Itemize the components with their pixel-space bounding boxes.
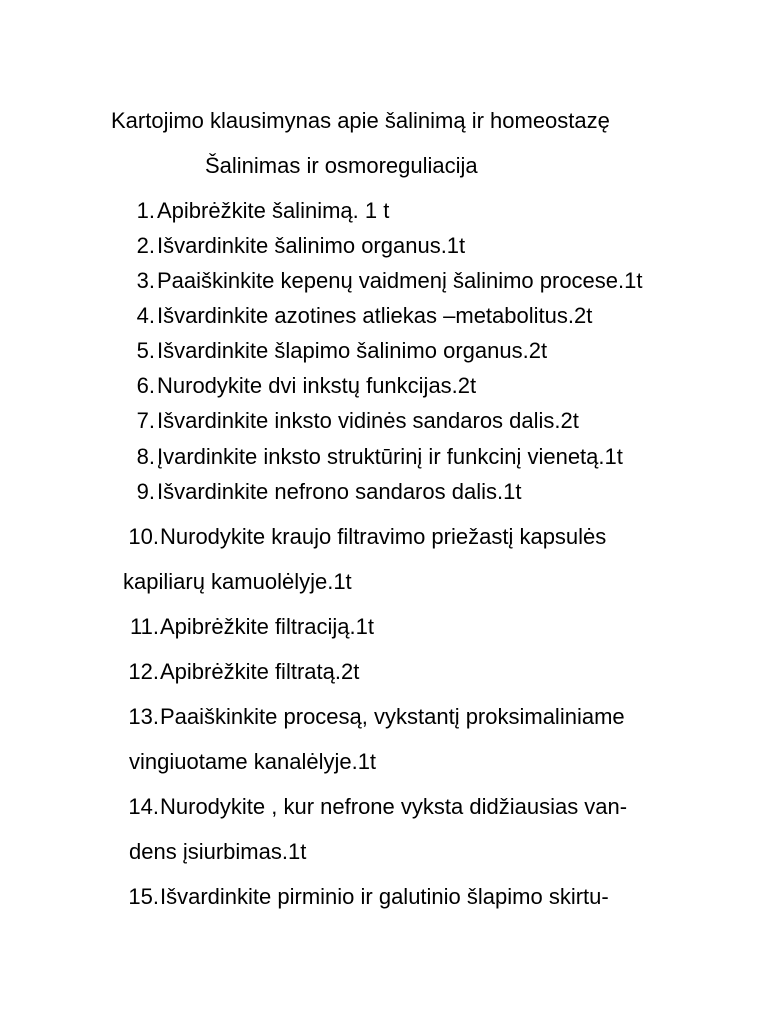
question-text: Išvardinkite šalinimo organus.1t bbox=[157, 233, 466, 258]
question-text: Paaiškinkite kepenų vaidmenį šalinimo procese.1t bbox=[157, 268, 643, 293]
question-text: Apibrėžkite šalinimą. 1 t bbox=[157, 198, 390, 223]
question-number: 2. bbox=[136, 233, 155, 258]
question-number: 5. bbox=[136, 338, 155, 363]
question-text: Nurodykite kraujo filtravimo priežastį kapsulės bbox=[160, 524, 607, 549]
question-number: 12. bbox=[128, 659, 159, 684]
question-text: Išvardinkite azotines atliekas –metabolitus.2t bbox=[157, 303, 593, 328]
question-number: 4. bbox=[136, 303, 155, 328]
question-number: 7. bbox=[136, 408, 155, 433]
question-text: Nurodykite , kur nefrone vyksta didžiausias van- bbox=[160, 794, 628, 819]
question-text: Nurodykite dvi inkstų funkcijas.2t bbox=[157, 373, 477, 398]
document-title: Kartojimo klausimynas apie šalinimą ir homeostazę bbox=[111, 108, 610, 133]
question-text: Išvardinkite pirminio ir galutinio šlapimo skirtu- bbox=[160, 884, 609, 909]
question-text: Įvardinkite inksto struktūrinį ir funkcinį vienetą.1t bbox=[157, 444, 623, 469]
question-number: 10. bbox=[128, 524, 159, 549]
question-number: 3. bbox=[136, 268, 155, 293]
question-number: 11. bbox=[130, 614, 159, 639]
question-continuation: dens įsiurbimas.1t bbox=[129, 839, 307, 864]
question-text: Apibrėžkite filtraciją.1t bbox=[160, 614, 374, 639]
question-text: Apibrėžkite filtratą.2t bbox=[160, 659, 360, 684]
question-number: 13. bbox=[128, 704, 159, 729]
question-number: 6. bbox=[136, 373, 155, 398]
question-number: 14. bbox=[128, 794, 159, 819]
question-text: Paaiškinkite procesą, vykstantį proksimaliniame bbox=[160, 704, 625, 729]
question-continuation: kapiliarų kamuolėlyje.1t bbox=[123, 569, 352, 594]
question-number: 1. bbox=[136, 198, 155, 223]
question-number: 8. bbox=[136, 444, 155, 469]
section-subtitle: Šalinimas ir osmoreguliacija bbox=[205, 153, 478, 178]
question-text: Išvardinkite inksto vidinės sandaros dalis.2t bbox=[157, 408, 579, 433]
question-text: Išvardinkite nefrono sandaros dalis.1t bbox=[157, 479, 522, 504]
question-text: Išvardinkite šlapimo šalinimo organus.2t bbox=[157, 338, 548, 363]
question-continuation: vingiuotame kanalėlyje.1t bbox=[129, 749, 377, 774]
question-number: 9. bbox=[136, 479, 155, 504]
question-number: 15. bbox=[128, 884, 159, 909]
